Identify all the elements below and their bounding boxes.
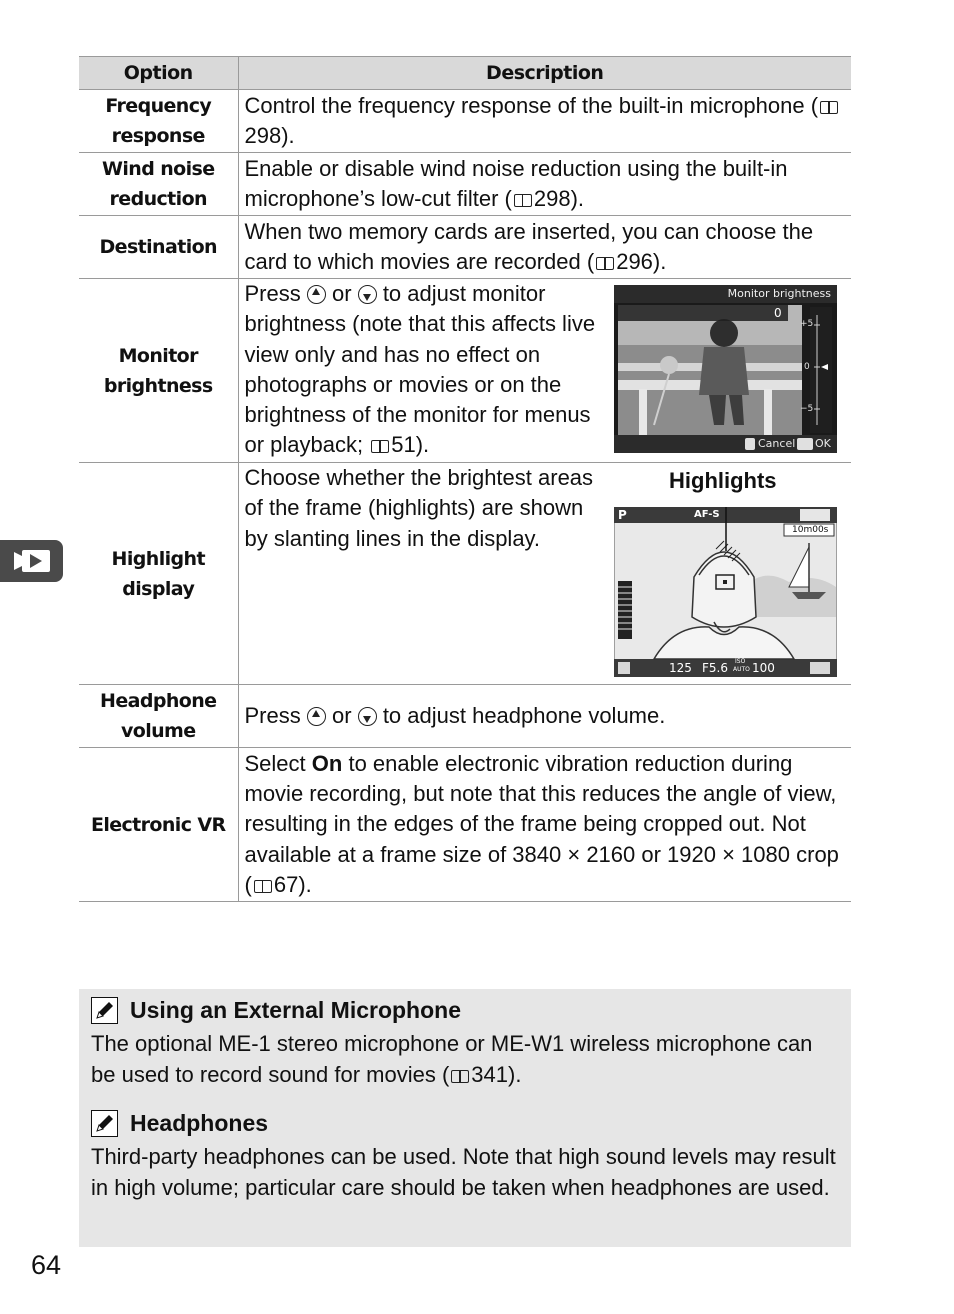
description-text-block xyxy=(245,279,605,461)
option-label-line1: Destination xyxy=(99,236,217,258)
description-cell xyxy=(238,685,851,748)
table-row xyxy=(79,216,851,279)
option-label-line1: Headphone xyxy=(100,690,217,712)
option-label-line1: Electronic VR xyxy=(90,813,226,836)
af-mode-label: AF-S xyxy=(694,509,720,520)
description-text: When two memory cards are inserted, you can choose the card to which movies are recorded ( xyxy=(244,218,814,274)
description-text-end: ). xyxy=(570,186,585,211)
page-reference-icon xyxy=(820,101,838,114)
note-title-headphones: Headphones xyxy=(130,1110,269,1136)
or-text: or xyxy=(332,281,352,306)
ok-label: OK xyxy=(815,437,831,450)
monitor-screen-value: 0 xyxy=(774,306,782,320)
note-body-external-microphone xyxy=(91,1029,841,1090)
pencil-note-icon xyxy=(91,997,118,1024)
shutter-speed-label: 125 xyxy=(669,661,692,675)
option-label-line2: response xyxy=(111,125,205,147)
multi-selector-down-icon xyxy=(358,285,377,304)
movie-section-tab xyxy=(0,540,63,582)
iso-label-top: ISO xyxy=(735,658,746,665)
option-cell xyxy=(79,685,238,748)
page-reference-icon xyxy=(514,194,532,207)
description-text-end: ). xyxy=(652,249,667,274)
scale-top-label: +5 xyxy=(800,319,814,329)
note-text: The optional ME-1 stereo microphone or ME-W1 wireless microphone can be used to record sound for movies ( xyxy=(91,1031,813,1087)
option-label-line2: reduction xyxy=(109,188,207,210)
page-reference: 298 xyxy=(244,123,282,148)
table-row xyxy=(79,90,851,153)
highlights-callout: Highlights xyxy=(669,468,777,493)
table-row xyxy=(79,463,851,685)
description-cell xyxy=(238,463,851,685)
page-reference: 67 xyxy=(273,871,299,897)
monitor-screen-title: Monitor brightness xyxy=(727,287,831,300)
option-cell xyxy=(79,216,238,279)
option-label-line2: volume xyxy=(120,720,196,742)
description-cell xyxy=(238,279,851,463)
notes-panel xyxy=(79,989,851,1247)
scale-mid-label: 0 xyxy=(804,362,810,372)
option-label-line1: Frequency xyxy=(105,95,212,117)
page-reference: 51 xyxy=(391,432,416,458)
note-body-headphones: Third-party headphones can be used. Note that high sound levels may result in high volume; particular care should be taken when headphones are used. xyxy=(91,1144,836,1200)
note-title-external-microphone: Using an External Microphone xyxy=(130,997,461,1023)
or-text: or xyxy=(332,702,352,728)
table-row xyxy=(79,153,851,216)
description-text-end: ). xyxy=(415,432,430,458)
option-cell xyxy=(79,279,238,463)
page-reference-icon xyxy=(451,1070,469,1083)
page-reference-icon xyxy=(371,440,389,453)
description-text-end: ). xyxy=(281,123,295,148)
cancel-label: Cancel xyxy=(758,437,796,450)
remaining-time-label: 10m00s xyxy=(792,525,829,535)
movie-camera-icon xyxy=(0,540,63,582)
monitor-brightness-screenshot xyxy=(614,285,837,453)
on-option-text: On xyxy=(311,750,343,776)
option-label-line1: Wind noise xyxy=(102,158,215,180)
description-text: Choose whether the brightest areas of the frame (highlights) are shown by slanting lines in the display. xyxy=(244,465,594,551)
description-text-end: ). xyxy=(298,871,312,897)
note-text-end: ). xyxy=(508,1061,522,1087)
option-cell xyxy=(79,90,238,153)
description-text: to adjust monitor brightness (note that this affects live view only and has no effect on photographs or movies or on the brightness of the monitor for menus or playback; xyxy=(244,281,596,458)
iso-value-label: 100 xyxy=(752,661,775,675)
table-row xyxy=(79,685,851,748)
page-reference-icon xyxy=(596,257,614,270)
option-cell xyxy=(79,153,238,216)
description-cell xyxy=(238,153,851,216)
description-cell xyxy=(238,216,851,279)
multi-selector-down-icon xyxy=(358,707,377,726)
option-label-line1: Monitor xyxy=(118,344,198,367)
highlight-figure xyxy=(614,463,845,679)
page-reference-icon xyxy=(254,880,272,893)
pencil-note-icon xyxy=(91,1110,118,1137)
page-number: 64 xyxy=(31,1250,62,1280)
table-row xyxy=(79,748,851,902)
option-label-line2: brightness xyxy=(103,374,213,397)
page-reference: 298 xyxy=(533,186,571,211)
description-text: to enable electronic vibration reduction during movie recording, but note that this reduces the angle of view, resulting in the edges of the frame being cropped out. Not available at a frame size of 3840 × 2160 or 1920 × 1080 crop ( xyxy=(244,750,839,897)
aperture-label: F5.6 xyxy=(702,661,728,675)
press-text: Press xyxy=(244,702,301,728)
option-column-header: Option xyxy=(79,57,238,90)
shooting-mode-label: P xyxy=(618,508,627,522)
page-reference: 341 xyxy=(471,1061,509,1087)
description-cell xyxy=(238,748,851,902)
note-heading xyxy=(91,1110,268,1137)
press-text: Press xyxy=(244,281,301,306)
page-reference: 296 xyxy=(616,249,653,274)
table-header-row xyxy=(79,57,851,90)
description-column-header: Description xyxy=(238,57,851,90)
description-text: Enable or disable wind noise reduction using the built-in microphone’s low-cut filter ( xyxy=(244,155,788,211)
description-cell xyxy=(238,90,851,153)
option-label-line1: Highlight xyxy=(111,547,205,570)
option-label-line2: display xyxy=(122,577,195,600)
description-text: Control the frequency response of the built-in microphone ( xyxy=(244,92,819,118)
scale-bottom-label: −5 xyxy=(800,404,814,414)
option-cell xyxy=(79,463,238,685)
iso-label-bottom: AUTO xyxy=(733,666,750,673)
movie-settings-table xyxy=(79,56,851,902)
option-cell xyxy=(79,748,238,902)
select-text: Select xyxy=(244,750,306,776)
description-text: to adjust headphone volume. xyxy=(382,702,666,728)
multi-selector-up-icon xyxy=(307,707,326,726)
highlight-display-screenshot xyxy=(614,507,837,677)
table-row xyxy=(79,279,851,463)
multi-selector-up-icon xyxy=(307,285,326,304)
note-heading xyxy=(91,997,461,1024)
